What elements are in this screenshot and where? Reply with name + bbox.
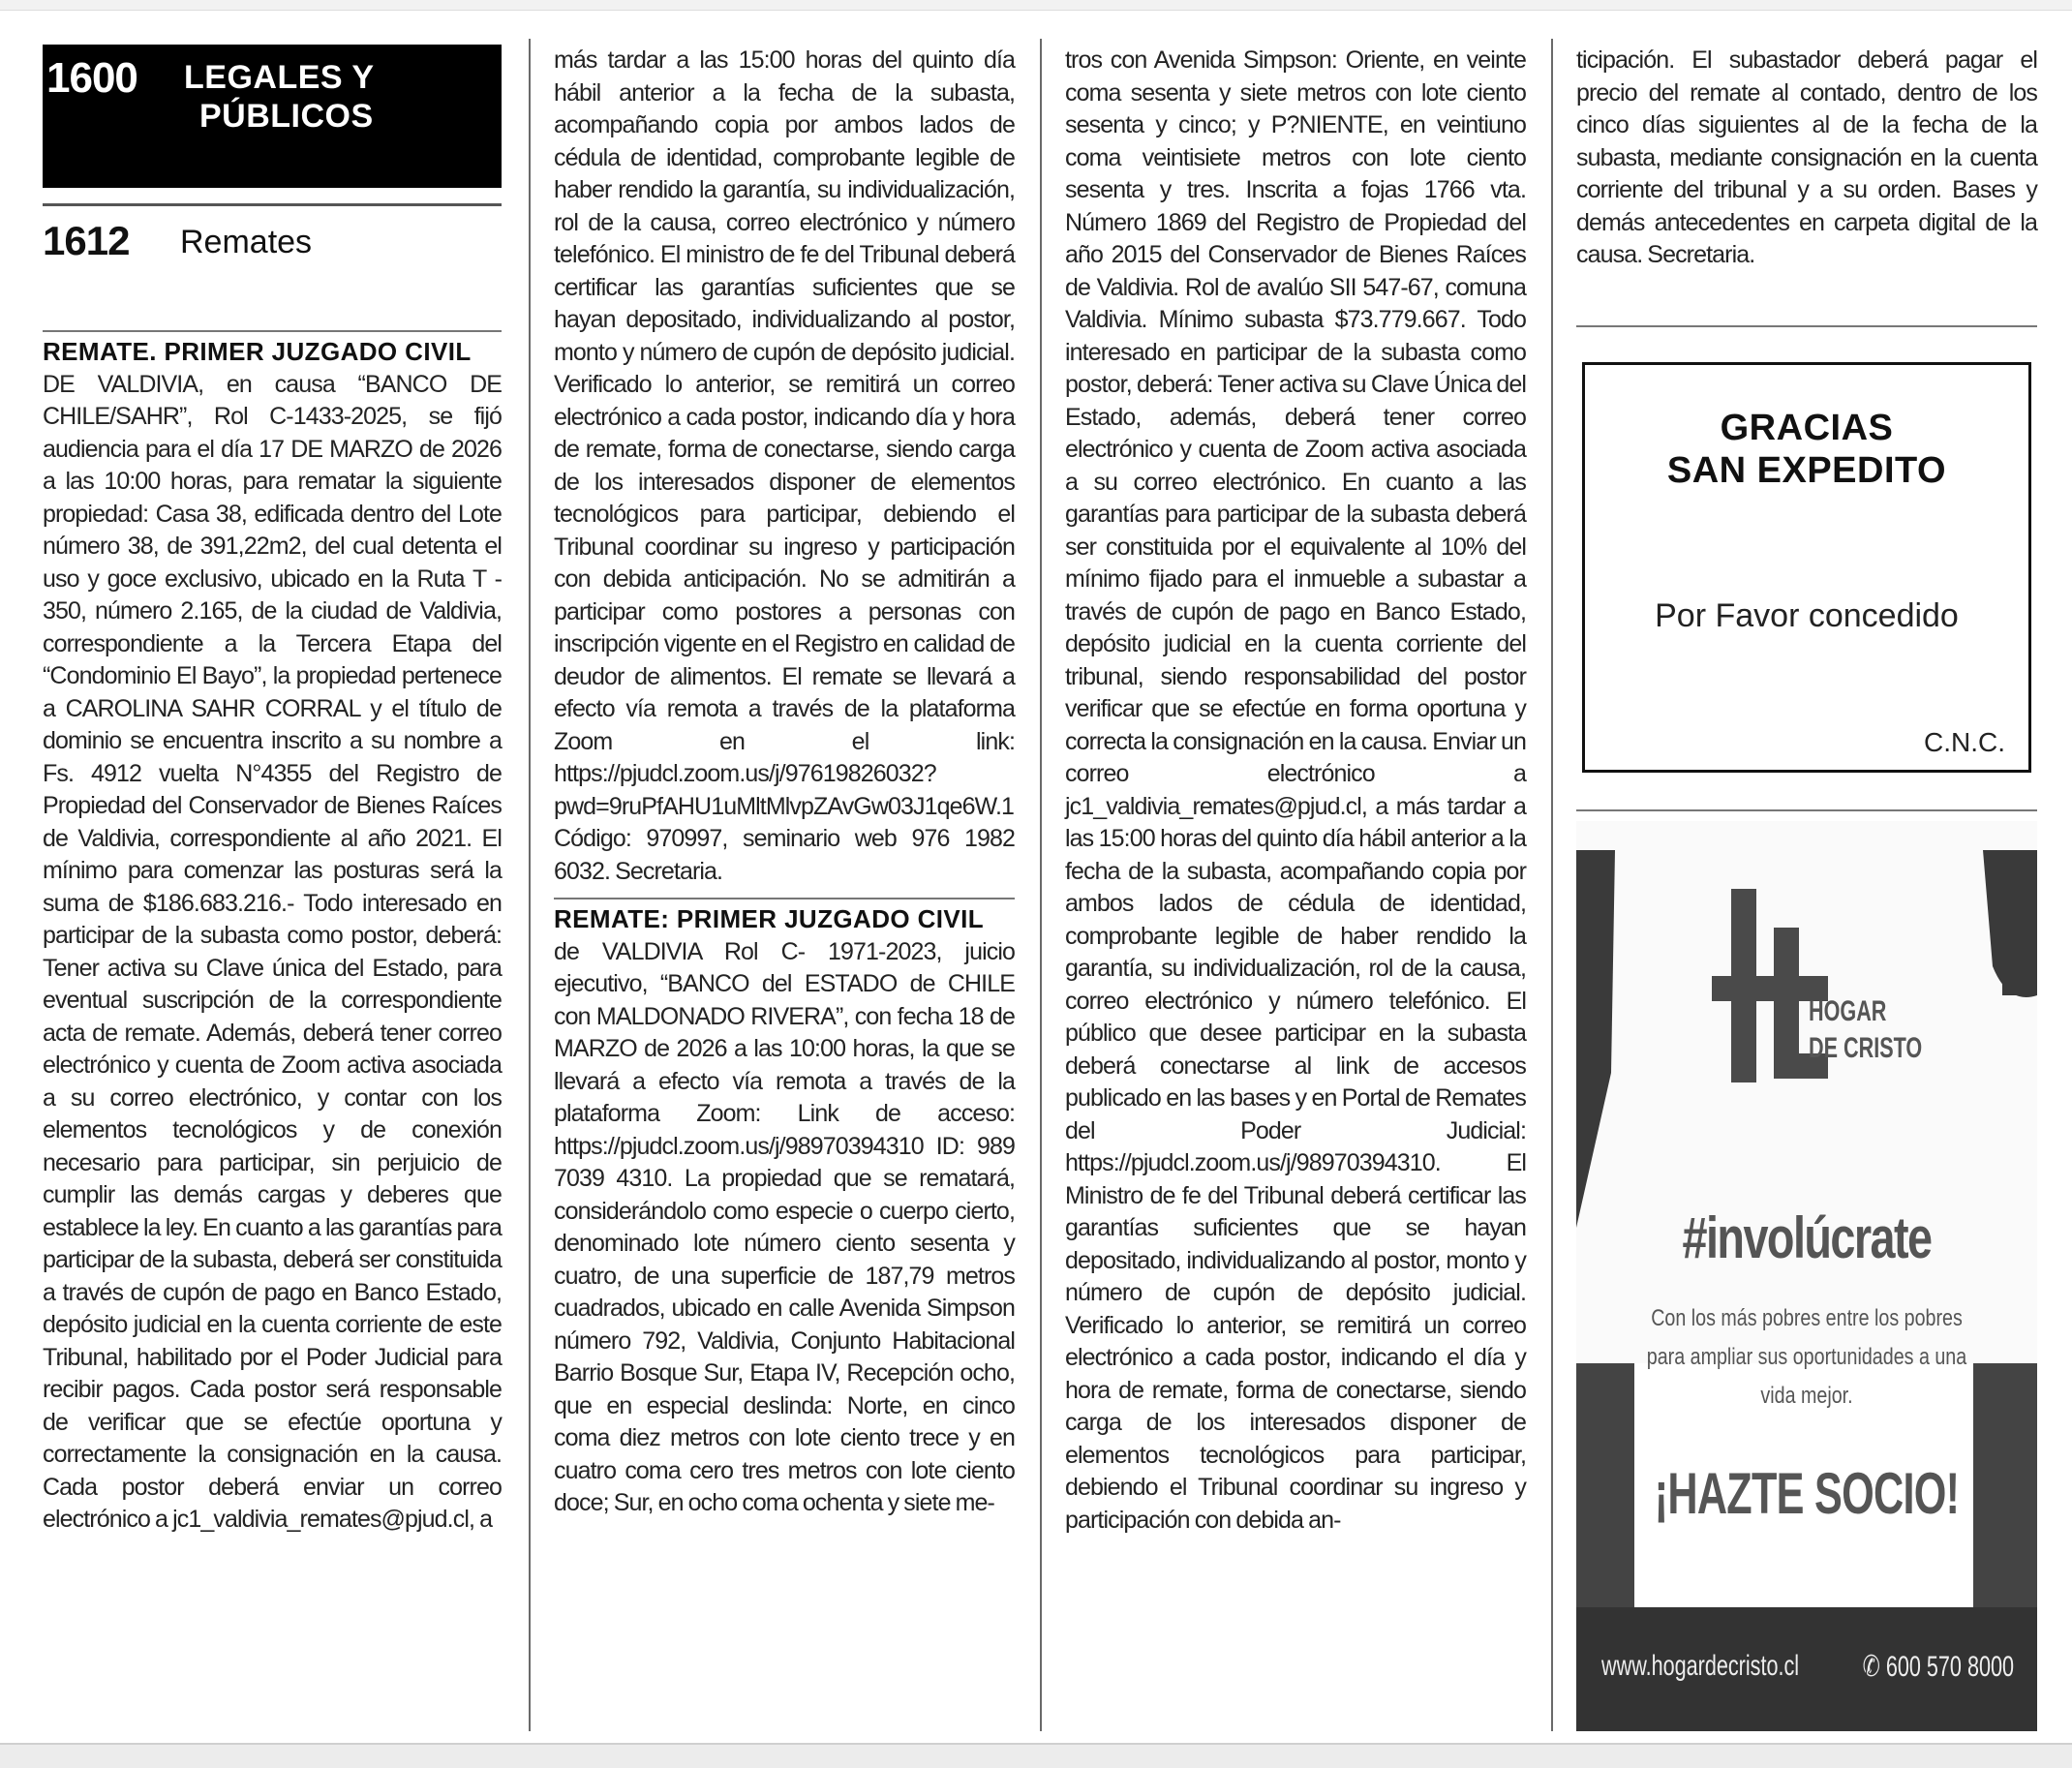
subsection-number: 1612 bbox=[43, 218, 130, 263]
ad-hashtag: #involúcrate bbox=[1682, 1205, 1932, 1270]
ad-cta[interactable]: ¡HAZTE SOCIO! bbox=[1654, 1461, 1960, 1526]
notice-2-body: de VALDIVIA Rol C- 1971-2023, juicio ejecutivo, “BANCO del ESTADO de CHILE con MALDONADO RIVERA”, con fecha 18 de MARZO de 2026 a las 10:00 horas, la que se llevará a efecto vía remota a través de la plataforma Zoom: Link de acceso: https://pjudcl.zoom.us/j/98970394310 ID: 989 7039 4310. La propiedad que se rematará, considerándolo como especie o cuerpo cierto, denominado lote número ciento sesenta y cuatro, de una superficie de 187,79 metros cuadrados, ubicado en calle Avenida Simpson número 792, Valdivia, Conjunto Habitacional Barrio Bosque Sur, Etapa IV, Recepción ocho, que en especial deslinda: Norte, en cinco coma diez metros con lote ciento trece y en cuatro coma cero tres metros con lote ciento doce; Sur, en ocho coma ochenta y siete me- bbox=[554, 937, 1015, 1516]
divider bbox=[1576, 325, 2037, 327]
section-title: LEGALES Y PÚBLICOS bbox=[184, 59, 375, 135]
section-number: 1600 bbox=[46, 54, 137, 102]
phone-icon: ✆ bbox=[1862, 1651, 1886, 1683]
notice-1-continuation: más tardar a las 15:00 horas del quinto día hábil anterior a la fecha de la subasta, acompañando copia por ambos lados de cédula de identidad, comprobante legible de haber rendido la garantía, su individualización, rol de la causa, correo electrónico y número telefónico. El ministro de fe del Tribunal deberá certificar las garantías suficientes que se hayan depositado, individualizando al postor, monto y número de cupón de depósito judicial. Verificado lo anterior, se remitirá un correo electrónico a cada postor, indicando día y hora de remate, forma de conectarse, siendo carga de los interesados disponer de elementos tecnológicos para participar, debiendo el Tribunal coordinar su ingreso y participación con debida anticipación. No se admitirán a participar como postores a personas con inscripción vigente en el Registro en calidad de deudor de alimentos. El remate se llevará a efecto vía remota a través de la plataforma Zoom en el link: https://pjudcl.zoom.us/j/97619826032?pwd=9ruPfAHU1uMltMlvpZAvGw03J1qe6W.1 Código: 970997, seminario web 976 1982 6032. Secretaria. bbox=[554, 46, 1015, 885]
hogar-de-cristo-ad[interactable] bbox=[1576, 821, 2037, 1731]
subsection-header bbox=[43, 206, 502, 264]
ad-brand: HOGAR DE CRISTO bbox=[1809, 995, 1923, 1064]
ad-website-link[interactable]: www.hogardecristo.cl bbox=[1601, 1650, 1800, 1682]
thanks-initials: C.N.C. bbox=[1924, 727, 2005, 757]
notice-2-continuation-2: ticipación. El subastador deberá pagar el precio del remate al contado, dentro de los cinco días siguientes al de la fecha de la subasta, mediante consignación en la cuenta corriente del tribunal y a su orden. Bases y demás antecedentes en carpeta digital de la causa. Secretaria. bbox=[1576, 46, 2037, 268]
notice-2-continuation: tros con Avenida Simpson: Oriente, en veinte coma sesenta y siete metros con lote ciento sesenta y cinco; y P?NIENTE, en veintiuno coma veintisiete metros con lote ciento sesenta y tres. Inscrita a fojas 1766 vta. Número 1869 del Registro de Propiedad del año 2015 del Conservador de Bienes Raíces de Valdivia. Rol de avalúo SII 547-67, comuna Valdivia. Mínimo subasta $73.779.667. Todo interesado en participar de la subasta como postor, deberá: Tener activa su Clave Única del Estado, además, deberá tener correo electrónico y cuenta de Zoom activa asociada a su correo electrónico. En cuanto a las garantías para participar de la subasta deberá ser constituida por el equivalente al 10% del mínimo fijado para el inmueble a subastar a través de cupón de pago en Banco Estado, depósito judicial en la cuenta corriente del tribunal, siendo responsabilidad del postor verificar que se efectúe en forma oportuna y correcta la consignación en la causa. Enviar un correo electrónico a jc1_valdivia_remates@pjud.cl, a más tardar a las 15:00 horas del quinto día hábil anterior a la fecha de la subasta, acompañando copia por ambos lados de cédula de identidad, comprobante legible de haber rendido la garantía, su individualización, rol de la causa, correo electrónico y número telefónico. El público que desee participar en la subasta deberá conectarse al link de accesos publicado en las bases y en Portal de Remates del Poder Judicial: https://pjudcl.zoom.us/j/98970394310. El Ministro de fe del Tribunal deberá certificar las garantías suficientes que se hayan depositado, individualizando al postor, monto y número de cupón de depósito judicial. Verificado lo anterior, se remitirá un correo electrónico a cada postor, indicando el día y hora de remate, forma de conectarse, siendo carga de los interesados disponer de elementos tecnológicos para participar, debiendo el Tribunal coordinar su ingreso y participación con debida an- bbox=[1065, 46, 1526, 1534]
notice-1-heading: REMATE. PRIMER JUZGADO CIVIL bbox=[43, 337, 472, 366]
section-header bbox=[43, 45, 502, 188]
bottom-page-strip bbox=[0, 1743, 2072, 1768]
ad-description: Con los más pobres entre los pobres para ampliar sus oportunidades a una vida mejor. bbox=[1646, 1305, 1967, 1409]
column-divider bbox=[1551, 39, 1553, 1731]
thanks-message: Por Favor concedido bbox=[1655, 597, 1959, 634]
subsection-label: Remates bbox=[180, 224, 313, 260]
column-divider bbox=[529, 39, 531, 1731]
ad-footer bbox=[1576, 1607, 2037, 1731]
column-1 bbox=[43, 45, 502, 1733]
notice-1-body: DE VALDIVIA, en causa “BANCO DE CHILE/SAHR”, Rol C-1433-2025, se fijó audiencia para el día 17 DE MARZO de 2026 a las 10:00 horas, para rematar la siguiente propiedad: Casa 38, edificada dentro del Lote número 38, de 391,22m2, del cual detenta el uso y goce exclusivo, ubicado en la Ruta T - 350, número 2.165, de la ciudad de Valdivia, correspondiente a la Tercera Etapa del “Condominio El Bayo”, la propiedad pertenece a CAROLINA SAHR CORRAL y el título de dominio se encuentra inscrito a su nombre a Fs. 4912 vuelta N°4355 del Registro de Propiedad del Conservador de Bienes Raíces de Valdivia, correspondiente al año 2021. El mínimo para comenzar las posturas será la suma de $186.683.216.- Todo interesado en participar de la subasta como postor, deberá: Tener activa su Clave única del Estado, para eventual suscripción de la correspondiente acta de remate. Además, deberá tener correo electrónico y cuenta de Zoom activa asociada a su correo electrónico, y contar con los elementos tecnológicos y de conexión necesario para participar, sin perjuicio de cumplir las demás cargas y deberes que establece la ley. En cuanto a las garantías para participar de la subasta, deberá ser constituida a través de cupón de pago en Banco Estado, depósito judicial en la cuenta corriente de este Tribunal, habilitado por el Poder Judicial para recibir pagos. Cada postor será responsable de verificar que se efectúe oportuna y correctamente la consignación en la causa. Cada postor deberá enviar un correo electrónico a jc1_valdivia_remates@pjud.cl, a bbox=[43, 370, 502, 1533]
top-page-strip bbox=[0, 0, 2072, 11]
thanks-notice-box bbox=[1582, 362, 2031, 773]
thanks-line-1: GRACIAS bbox=[1720, 408, 1894, 448]
column-2 bbox=[554, 45, 1015, 1733]
divider bbox=[1576, 809, 2037, 811]
column-3 bbox=[1065, 45, 1526, 1733]
thanks-line-2: SAN EXPEDITO bbox=[1666, 450, 1947, 491]
column-divider bbox=[1040, 39, 1042, 1731]
ad-phone[interactable]: ✆ 600 570 8000 bbox=[1862, 1651, 2014, 1683]
notice-2-heading: REMATE: PRIMER JUZGADO CIVIL bbox=[554, 904, 985, 933]
